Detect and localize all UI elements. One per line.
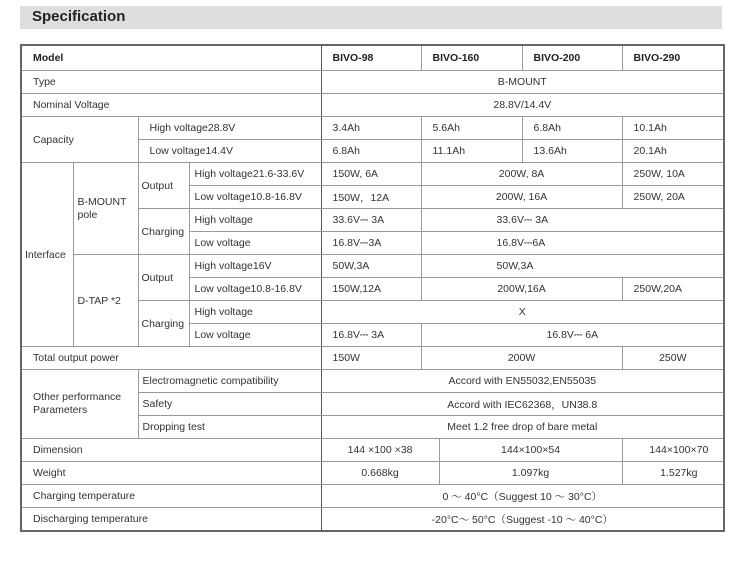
bmount-output-low-label: Low voltage10.8-16.8V bbox=[189, 186, 321, 209]
discharging-temp-value: -20°C～ 50°C（Suggest -10 ～ 40°C） bbox=[321, 508, 724, 532]
bmount-output-low-98: 150W，12A bbox=[321, 186, 421, 209]
capacity-label: Capacity bbox=[21, 117, 138, 163]
table-row-model bbox=[21, 45, 724, 71]
bmount-output-low-290: 250W, 20A bbox=[622, 186, 724, 209]
total-output-290: 250W bbox=[622, 347, 724, 370]
bmount-charging-label: Charging bbox=[138, 209, 189, 255]
dtap-charging-low-label: Low voltage bbox=[189, 324, 321, 347]
weight-160-200: 1.097kg bbox=[439, 462, 622, 485]
dtap-output-low-290: 250W,20A bbox=[622, 278, 724, 301]
dimension-label: Dimension bbox=[21, 439, 321, 462]
dtap-charging-label: Charging bbox=[138, 301, 189, 347]
capacity-high-200: 6.8Ah bbox=[522, 117, 622, 140]
dimension-160-200: 144×100×54 bbox=[439, 439, 622, 462]
model-bivo-290: BIVO-290 bbox=[622, 45, 724, 71]
bmount-charging-high-label: High voltage bbox=[189, 209, 321, 232]
capacity-high-98: 3.4Ah bbox=[321, 117, 421, 140]
dtap-output-high-rest: 50W,3A bbox=[421, 255, 724, 278]
bmount-charging-low-label: Low voltage bbox=[189, 232, 321, 255]
bmount-output-high-98: 150W, 6A bbox=[321, 163, 421, 186]
total-output-160-200: 200W bbox=[421, 347, 622, 370]
safety-value: Accord with IEC62368，UN38.8 bbox=[321, 393, 724, 416]
model-label: Model bbox=[21, 45, 321, 71]
total-output-label: Total output power bbox=[21, 347, 321, 370]
table-row-charging-temp bbox=[21, 485, 724, 508]
type-value: B-MOUNT bbox=[321, 71, 724, 94]
table-row-type bbox=[21, 71, 724, 94]
capacity-low-290: 20.1Ah bbox=[622, 140, 724, 163]
bmount-charging-high-rest: 33.6V⎓ 3A bbox=[421, 209, 724, 232]
charging-temp-value: 0 ～ 40°C（Suggest 10 ～ 30°C） bbox=[321, 485, 724, 508]
table-row-dimension bbox=[21, 439, 724, 462]
nominal-voltage-label: Nominal Voltage bbox=[21, 94, 321, 117]
dtap-charging-high-label: High voltage bbox=[189, 301, 321, 324]
emc-label: Electromagnetic compatibility bbox=[138, 370, 321, 393]
capacity-high-290: 10.1Ah bbox=[622, 117, 724, 140]
weight-label: Weight bbox=[21, 462, 321, 485]
bmount-output-high-290: 250W, 10A bbox=[622, 163, 724, 186]
dtap-charging-low-rest: 16.8V⎓ 6A bbox=[421, 324, 724, 347]
capacity-low-160: 11.1Ah bbox=[421, 140, 522, 163]
model-bivo-200: BIVO-200 bbox=[522, 45, 622, 71]
bmount-charging-low-98: 16.8V⎓3A bbox=[321, 232, 421, 255]
dtap-output-label: Output bbox=[138, 255, 189, 301]
specification-table bbox=[20, 44, 725, 532]
dimension-290: 144×100×70 bbox=[622, 439, 724, 462]
table-row-nominal-voltage bbox=[21, 94, 724, 117]
bmount-output-high-160-200: 200W, 8A bbox=[421, 163, 622, 186]
interface-label: Interface bbox=[21, 163, 73, 347]
table-row-emc bbox=[21, 370, 724, 393]
weight-98: 0.668kg bbox=[321, 462, 439, 485]
dtap-output-high-label: High voltage16V bbox=[189, 255, 321, 278]
model-bivo-160: BIVO-160 bbox=[421, 45, 522, 71]
dtap-output-low-label: Low voltage10.8-16.8V bbox=[189, 278, 321, 301]
bmount-output-high-label: High voltage21.6-33.6V bbox=[189, 163, 321, 186]
capacity-low-98: 6.8Ah bbox=[321, 140, 421, 163]
dtap-charging-high-value: X bbox=[321, 301, 724, 324]
charging-temp-label: Charging temperature bbox=[21, 485, 321, 508]
capacity-low-200: 13.6Ah bbox=[522, 140, 622, 163]
weight-290: 1.527kg bbox=[622, 462, 724, 485]
drop-test-value: Meet 1.2 free drop of bare metal bbox=[321, 416, 724, 439]
dimension-98: 144 ×100 ×38 bbox=[321, 439, 439, 462]
bmount-pole-label: B-MOUNT pole bbox=[73, 163, 138, 255]
dtap-label: D-TAP *2 bbox=[73, 255, 138, 347]
discharging-temp-label: Discharging temperature bbox=[21, 508, 321, 532]
dtap-output-high-98: 50W,3A bbox=[321, 255, 421, 278]
safety-label: Safety bbox=[138, 393, 321, 416]
table-row-total-output bbox=[21, 347, 724, 370]
capacity-low-label: Low voltage14.4V bbox=[138, 140, 321, 163]
other-params-label: Other performance Parameters bbox=[21, 370, 138, 439]
dtap-output-low-160-200: 200W,16A bbox=[421, 278, 622, 301]
table-row-bmount-output-high bbox=[21, 163, 724, 186]
capacity-high-label: High voltage28.8V bbox=[138, 117, 321, 140]
dtap-charging-low-98: 16.8V⎓ 3A bbox=[321, 324, 421, 347]
section-title: Specification bbox=[32, 8, 126, 25]
total-output-98: 150W bbox=[321, 347, 421, 370]
nominal-voltage-value: 28.8V/14.4V bbox=[321, 94, 724, 117]
bmount-output-low-160-200: 200W, 16A bbox=[421, 186, 622, 209]
model-bivo-98: BIVO-98 bbox=[321, 45, 421, 71]
table-row-weight bbox=[21, 462, 724, 485]
bmount-charging-low-rest: 16.8V⎓6A bbox=[421, 232, 724, 255]
table-row-capacity-high bbox=[21, 117, 724, 140]
emc-value: Accord with EN55032,EN55035 bbox=[321, 370, 724, 393]
dtap-output-low-98: 150W,12A bbox=[321, 278, 421, 301]
capacity-high-160: 5.6Ah bbox=[421, 117, 522, 140]
type-label: Type bbox=[21, 71, 321, 94]
bmount-output-label: Output bbox=[138, 163, 189, 209]
drop-test-label: Dropping test bbox=[138, 416, 321, 439]
table-row-dtap-output-high bbox=[21, 255, 724, 278]
bmount-charging-high-98: 33.6V⎓ 3A bbox=[321, 209, 421, 232]
section-title-bar bbox=[20, 6, 722, 29]
table-row-discharging-temp bbox=[21, 508, 724, 532]
